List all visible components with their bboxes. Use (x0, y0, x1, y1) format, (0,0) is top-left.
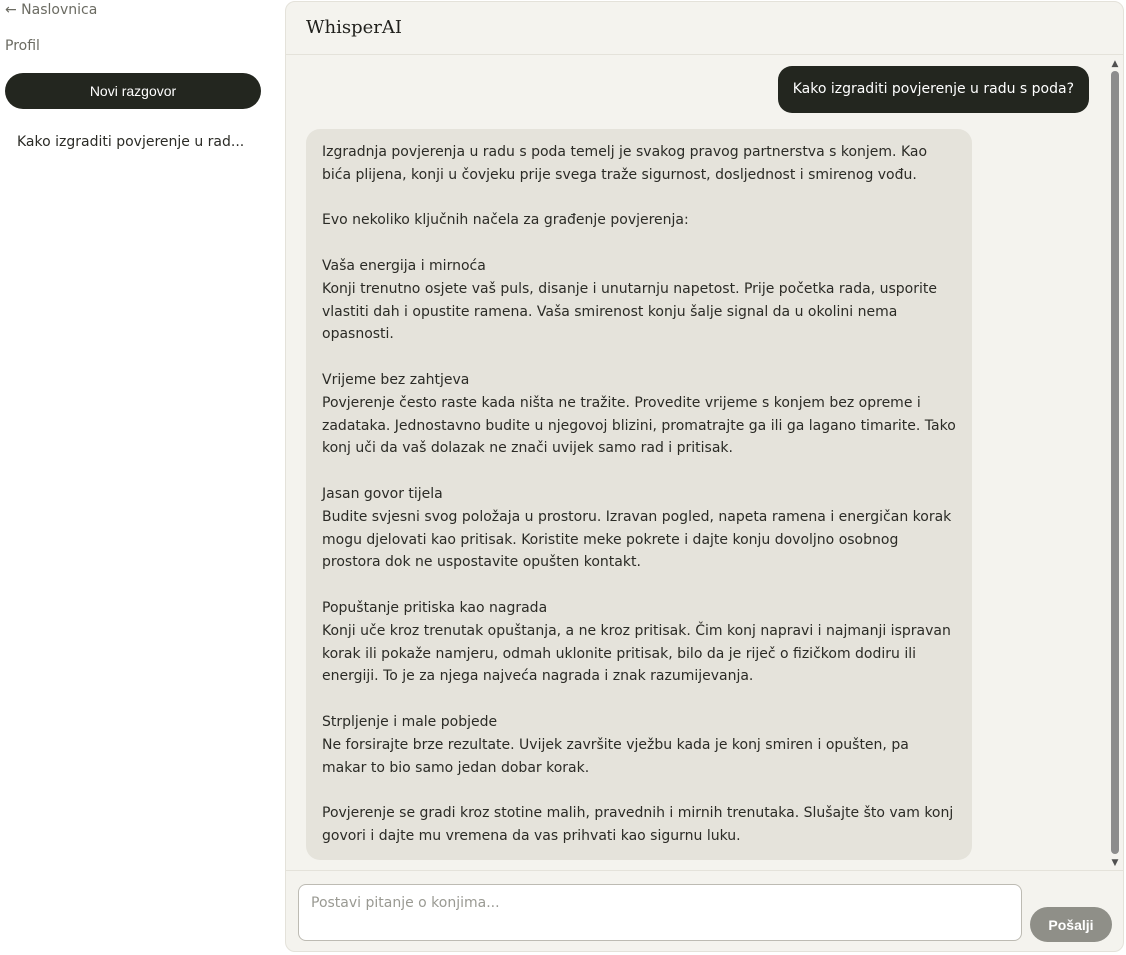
scroll-down-arrow-icon[interactable]: ▼ (1111, 858, 1119, 868)
section-title: Vrijeme bez zahtjeva (322, 371, 470, 388)
assistant-message (306, 129, 972, 860)
section-title: Strpljenje i male pobjede (322, 713, 498, 730)
assistant-section (322, 597, 956, 688)
section-body: Konji uče kroz trenutak opuštanja, a ne kroz pritisak. Čim konj napravi i najmanji ispravan korak ili pokaže namjeru, odmah uklonite pritisak, bilo da je riječ o fizičkom dodiru ili energiji. To je za njega najveća nagrada i znak razumijevanja. (322, 622, 951, 685)
assistant-intro: Izgradnja povjerenja u radu s poda temelj je svakog pravog partnerstva s konjem. Kao bića plijena, konji u čovjeku prije svega traže sigurnost, dosljednost i smirenog vođu. (322, 144, 928, 183)
section-title: Popuštanje pritiska kao nagrada (322, 599, 548, 616)
composer (286, 870, 1123, 952)
assistant-section (322, 369, 956, 460)
message-list[interactable] (286, 55, 1123, 870)
sidebar (0, 0, 280, 955)
assistant-lead: Evo nekoliko ključnih načela za građenje povjerenja: (322, 212, 689, 229)
conversation-history-item[interactable]: Kako izgraditi povjerenje u rad... (17, 134, 245, 150)
back-to-home-link[interactable]: ← Naslovnica (5, 2, 98, 18)
assistant-outro: Povjerenje se gradi kroz stotine malih, pravednih i mirnih trenutaka. Slušajte što vam konj govori i dajte mu vremena da vas prihvati kao sigurnu luku. (322, 805, 954, 844)
section-body: Konji trenutno osjete vaš puls, disanje i unutarnju napetost. Prije početka rada, usporite vlastiti dah i opustite ramena. Vaša smirenost konju šalje signal da u okolini nema opasnosti. (322, 280, 937, 343)
chat-panel (285, 1, 1124, 952)
scroll-up-arrow-icon[interactable]: ▲ (1111, 59, 1119, 69)
assistant-section (322, 483, 956, 574)
assistant-section (322, 255, 956, 346)
section-body: Povjerenje često raste kada ništa ne tražite. Provedite vrijeme s konjem bez opreme i zadataka. Jednostavno budite u njegovoj blizini, promatrajte ga ili ga lagano timarite. Tako konj uči da vaš dolazak ne znači uvijek samo rad i pritisak. (322, 394, 956, 457)
chat-header (286, 2, 1123, 55)
new-conversation-button[interactable]: Novi razgovor (5, 73, 261, 109)
section-title: Vaša energija i mirnoća (322, 257, 486, 274)
section-body: Budite svjesni svog položaja u prostoru. Izravan pogled, napeta ramena i energičan korak mogu djelovati kao pritisak. Koristite meke pokrete i dajte konju dovoljno osobnog prostora dok ne uspostavite opušten kontakt. (322, 508, 952, 571)
section-body: Ne forsirajte brze rezultate. Uvijek završite vježbu kada je konj smiren i opušten, pa makar to bio samo jedan dobar korak. (322, 736, 909, 776)
user-message: Kako izgraditi povjerenje u radu s poda? (778, 66, 1089, 113)
send-button[interactable]: Pošalji (1030, 907, 1112, 942)
profile-link[interactable]: Profil (5, 38, 40, 54)
scrollbar-thumb[interactable] (1111, 71, 1119, 854)
assistant-section (322, 711, 956, 779)
question-input[interactable] (298, 884, 1022, 941)
chat-scrollbar[interactable] (1109, 57, 1121, 870)
app-title: WhisperAI (306, 17, 402, 38)
section-title: Jasan govor tijela (322, 485, 443, 502)
